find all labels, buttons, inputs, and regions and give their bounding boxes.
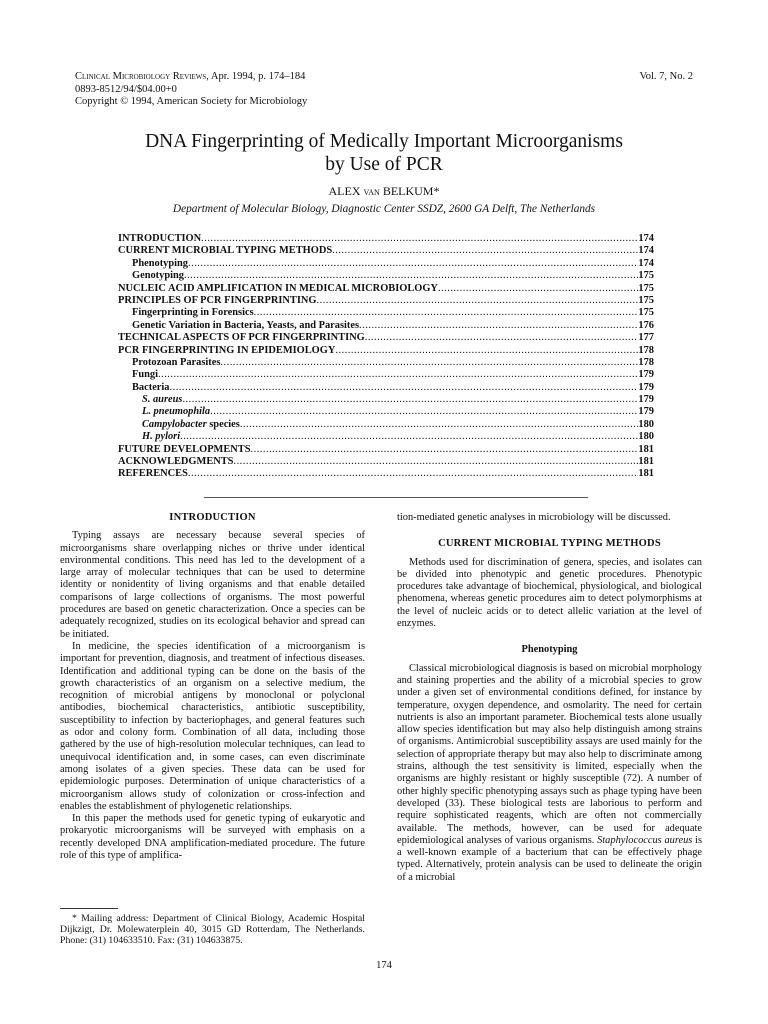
copyright: Copyright © 1994, American Society for Microbiology xyxy=(75,96,308,107)
journal-name: Clinical Microbiology Reviews xyxy=(75,71,207,82)
journal-header xyxy=(75,71,307,109)
toc-entry: PRINCIPLES OF PCR FINGERPRINTING ..... 175 xyxy=(118,295,654,307)
intro-paragraph-3: In this paper the methods used for genetic typing of eukaryotic and prokaryotic microorganisms will be surveyed with emphasis on a recently developed DNA amplification-mediated procedure. The future role of this type of amplifica- xyxy=(60,813,365,862)
author-van: van xyxy=(363,184,380,198)
author xyxy=(0,184,768,199)
toc-entry: Fungi ..... 179 xyxy=(118,369,654,381)
toc-entry: ACKNOWLEDGMENTS ..... 181 xyxy=(118,456,654,468)
table-of-contents xyxy=(118,233,654,481)
typing-methods-heading: CURRENT MICROBIAL TYPING METHODS xyxy=(438,538,661,550)
intro-continuation: tion-mediated genetic analyses in microbiology will be discussed. xyxy=(397,512,671,523)
footnote-divider xyxy=(60,908,118,909)
toc-entry: PCR FINGERPRINTING IN EPIDEMIOLOGY ..... 178 xyxy=(118,345,654,357)
issn: 0893-8512/94/$04.00+0 xyxy=(75,83,177,95)
toc-entry: CURRENT MICROBIAL TYPING METHODS ..... 174 xyxy=(118,245,654,257)
intro-paragraph-1: Typing assays are necessary because several species of microorganisms share overlapping niches or thrive under identical environmental conditions. This need has led to the development of a large array of molecular techniques that can be used to determine identity or nonidentity of living organisms and that enable detailed comparisons of large collections of organisms. The most powerful procedures are based on genetic characterization. Once a species can be adequately recognized, studies on its ecological behavior and spread can be initiated. xyxy=(60,530,365,640)
toc-entry: NUCLEIC ACID AMPLIFICATION IN MEDICAL MICROBIOLOGY ..... 175 xyxy=(118,283,654,295)
toc-entry: TECHNICAL ASPECTS OF PCR FINGERPRINTING ..... 177 xyxy=(118,332,654,344)
toc-entry: S. aureus ..... 179 xyxy=(118,394,654,406)
title-line-2: by Use of PCR xyxy=(325,154,443,175)
toc-entry: REFERENCES ..... 181 xyxy=(118,468,654,480)
toc-entry: FUTURE DEVELOPMENTS ..... 181 xyxy=(118,444,654,456)
volume-info: Vol. 7, No. 2 xyxy=(639,71,693,82)
introduction-heading: INTRODUCTION xyxy=(169,512,256,523)
toc-entry: Fingerprinting in Forensics ..... 175 xyxy=(118,307,654,319)
page-number: 174 xyxy=(376,960,392,971)
toc-entry: Phenotyping ..... 174 xyxy=(118,258,654,270)
toc-entry: Protozoan Parasites ..... 178 xyxy=(118,357,654,369)
toc-entry: H. pylori ..... 180 xyxy=(118,431,654,443)
author-last: BELKUM* xyxy=(379,184,440,198)
citation: , Apr. 1994, p. 174–184 xyxy=(206,71,306,82)
title-line-1: DNA Fingerprinting of Medically Important Microorganisms xyxy=(145,131,623,152)
affiliation: Department of Molecular Biology, Diagnostic Center SSDZ, 2600 GA Delft, The Netherlands xyxy=(172,203,596,215)
toc-entry: Genotyping ..... 175 xyxy=(118,270,654,282)
section-divider xyxy=(204,497,588,498)
toc-entry: Genetic Variation in Bacteria, Yeasts, and Parasites ..... 176 xyxy=(118,320,654,332)
phenotyping-heading: Phenotyping xyxy=(521,644,578,656)
phenotyping-paragraph: Classical microbiological diagnosis is based on microbial morphology and staining properties and the ability of a microbial species to grow under a given set of environmental conditions defined, for instance by temperature, oxygen dependence, and osmolarity. The need for certain nutrients is also an important parameter. Biochemical tests alone usually allow species identification but may also help distinguish among strains of organisms. Antimicrobial susceptibility assays are used mainly for the selection of appropriate therapy but may also help to discriminate among strains, although the test sensitivity is limited, especially when the organisms are highly resistant or highly susceptible (72). A number of other highly specific phenotyping assays such as phage typing have been developed (33). These biological tests are laborious to perform and require sophisticated reagents, which are often not commercially available. The methods, however, can be used for adequate epidemiological analyses of various organisms. Staphylococcus aureus is a well-known example of a bacterium that can be effectively phage typed. Alternatively, protein analysis can be used to delineate the origin of a microbial xyxy=(397,662,702,883)
toc-entry: Campylobacter species ..... 180 xyxy=(118,419,654,431)
species-name: Staphylococcus aureus xyxy=(597,834,693,846)
toc-entry: INTRODUCTION ..... 174 xyxy=(118,233,654,245)
left-column xyxy=(60,512,365,862)
footnote: * Mailing address: Department of Clinical Biology, Academic Hospital Dijkzigt, Dr. Molewaterplein 40, 3015 GD Rotterdam, The Netherlands. Phone: (31) 104633510. Fax: (31) 104633875. xyxy=(60,913,365,947)
right-column xyxy=(397,512,702,884)
typing-paragraph: Methods used for discrimination of genera, species, and isolates can be divided into phenotypic and genetic procedures. Phenotypic procedures take advantage of biochemical, physiological, and biological phenomena, whereas genetic procedures aim to detect polymorphisms at the level of nucleic acids or to detect allelic variation at the level of enzymes. xyxy=(397,556,702,630)
toc-entry: L. pneumophila ..... 179 xyxy=(118,406,654,418)
toc-entry: Bacteria ..... 179 xyxy=(118,382,654,394)
author-first: ALEX xyxy=(328,184,364,198)
article-title xyxy=(0,130,768,176)
intro-paragraph-2: In medicine, the species identification of a microorganism is important for prevention, diagnosis, and treatment of infectious diseases. Identification and additional typing can be done on the basis of the growth characteristics of an organism on a selective medium, the recognition of microbial antigens by monoclonal or polyclonal antibodies, biochemical characteristics, antibiotic susceptibility, susceptibility to infection by bacteriophages, and general features such as odor and colony form. Combination of all data, including those gathered by the use of high-resolution molecular techniques, can lead to unequivocal identification and, in some cases, can even discriminate among isolates of a given species. These data can be used for epidemiologic purposes. Determination of unique characteristics of a microorganism allows study of colonization or cross-infection and enables the establishment of phylogenetic relationships. xyxy=(60,640,365,812)
